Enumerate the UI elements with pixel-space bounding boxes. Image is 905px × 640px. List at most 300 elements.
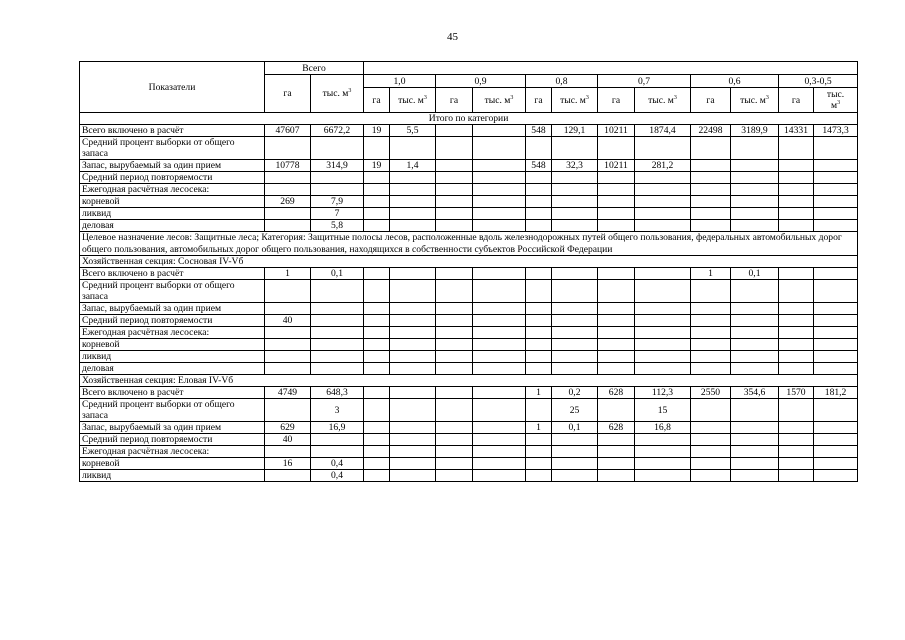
table-cell xyxy=(526,303,552,315)
table-cell xyxy=(473,125,526,137)
row-label: ликвид xyxy=(80,470,265,482)
table-cell xyxy=(265,327,311,339)
table-cell xyxy=(311,434,364,446)
table-cell: 14331 xyxy=(779,125,814,137)
table-cell xyxy=(311,351,364,363)
table-cell xyxy=(364,446,390,458)
table-cell xyxy=(265,184,311,196)
table-cell: 4749 xyxy=(265,387,311,399)
table-cell xyxy=(311,303,364,315)
table-cell xyxy=(526,172,552,184)
header-total: Всего xyxy=(265,62,364,75)
table-cell xyxy=(731,315,779,327)
table-cell xyxy=(779,160,814,172)
header-group-5: 0,6 xyxy=(691,75,779,88)
table-cell: 0,4 xyxy=(311,458,364,470)
table-cell xyxy=(265,363,311,375)
table-cell: 1570 xyxy=(779,387,814,399)
table-cell xyxy=(473,458,526,470)
table-cell xyxy=(731,137,779,160)
table-cell xyxy=(779,208,814,220)
table-cell xyxy=(814,137,858,160)
table-cell xyxy=(552,315,598,327)
table-cell xyxy=(473,208,526,220)
table-row xyxy=(80,422,858,434)
table-cell xyxy=(635,268,691,280)
table-cell: 314,9 xyxy=(311,160,364,172)
table-cell xyxy=(635,208,691,220)
table-cell xyxy=(473,422,526,434)
table-row xyxy=(80,280,858,303)
table-cell xyxy=(635,196,691,208)
table-cell xyxy=(779,196,814,208)
table-cell xyxy=(552,351,598,363)
table-cell xyxy=(436,446,473,458)
table-cell xyxy=(265,220,311,232)
table-row xyxy=(80,196,858,208)
table-cell xyxy=(814,172,858,184)
table-cell xyxy=(731,220,779,232)
table-cell xyxy=(526,268,552,280)
table-cell xyxy=(814,220,858,232)
table-cell xyxy=(814,280,858,303)
table-cell xyxy=(814,470,858,482)
table-cell xyxy=(779,315,814,327)
table-cell xyxy=(691,458,731,470)
table-cell xyxy=(526,137,552,160)
table-cell xyxy=(436,160,473,172)
table-cell xyxy=(635,280,691,303)
header-ha: га xyxy=(691,88,731,113)
table-cell xyxy=(598,399,635,422)
table-cell xyxy=(691,315,731,327)
table-cell xyxy=(473,351,526,363)
table-cell xyxy=(598,303,635,315)
table-cell xyxy=(473,280,526,303)
table-cell xyxy=(473,315,526,327)
table-cell xyxy=(364,458,390,470)
table-cell xyxy=(598,327,635,339)
header-tm: тыс. $м^3$ xyxy=(552,88,598,113)
table-cell xyxy=(552,303,598,315)
table-cell xyxy=(473,137,526,160)
table-cell xyxy=(691,339,731,351)
table-cell: 629 xyxy=(265,422,311,434)
row-label: Ежегодная расчётная лесосека: xyxy=(80,327,265,339)
table-cell: 15 xyxy=(635,399,691,422)
table-cell xyxy=(691,208,731,220)
table-cell xyxy=(436,303,473,315)
table-cell xyxy=(691,303,731,315)
header-total-tm: тыс. $м^3$ xyxy=(311,75,364,113)
table-cell xyxy=(598,446,635,458)
table-cell xyxy=(731,160,779,172)
table-cell xyxy=(436,434,473,446)
table-cell xyxy=(552,184,598,196)
table-cell xyxy=(526,220,552,232)
table-cell xyxy=(635,327,691,339)
table-cell xyxy=(436,470,473,482)
header-tm: тыс. $м^3$ xyxy=(390,88,436,113)
row-label: Средний период повторяемости xyxy=(80,315,265,327)
table-cell xyxy=(779,399,814,422)
table-cell xyxy=(311,315,364,327)
table-cell: 1,4 xyxy=(390,160,436,172)
table-cell xyxy=(390,327,436,339)
table-cell xyxy=(436,280,473,303)
table-row xyxy=(80,458,858,470)
table-cell xyxy=(390,351,436,363)
table-cell xyxy=(436,458,473,470)
table-cell: 269 xyxy=(265,196,311,208)
section-title: Итого по категории xyxy=(80,113,858,125)
table-cell: 40 xyxy=(265,434,311,446)
table-cell xyxy=(779,363,814,375)
table-cell xyxy=(731,434,779,446)
table-cell xyxy=(691,351,731,363)
table-cell xyxy=(731,446,779,458)
table-cell xyxy=(436,327,473,339)
table-cell xyxy=(473,184,526,196)
table-cell: 112,3 xyxy=(635,387,691,399)
table-cell xyxy=(779,470,814,482)
row-label: Средний период повторяемости xyxy=(80,172,265,184)
table-cell xyxy=(552,339,598,351)
table-cell: 10211 xyxy=(598,125,635,137)
table-cell xyxy=(731,470,779,482)
table-cell xyxy=(691,327,731,339)
table-cell xyxy=(390,220,436,232)
table-cell xyxy=(364,303,390,315)
table-cell xyxy=(731,351,779,363)
table-cell: 3189,9 xyxy=(731,125,779,137)
table-cell xyxy=(731,458,779,470)
row-label: Всего включено в расчёт xyxy=(80,387,265,399)
table-row xyxy=(80,339,858,351)
row-label: Запас, вырубаемый за один прием xyxy=(80,422,265,434)
table-cell xyxy=(526,470,552,482)
table-cell xyxy=(526,351,552,363)
section-row xyxy=(80,256,858,268)
table-cell xyxy=(526,339,552,351)
table-cell xyxy=(731,208,779,220)
table-cell xyxy=(814,208,858,220)
table-cell xyxy=(552,434,598,446)
table-cell xyxy=(364,422,390,434)
table-row xyxy=(80,446,858,458)
table-cell xyxy=(265,446,311,458)
header-groups-band xyxy=(364,62,858,75)
table-row xyxy=(80,327,858,339)
table-cell xyxy=(311,339,364,351)
table-cell xyxy=(598,137,635,160)
table-cell: 548 xyxy=(526,160,552,172)
table-cell: 1 xyxy=(526,387,552,399)
table-row xyxy=(80,434,858,446)
table-cell xyxy=(526,280,552,303)
table-cell xyxy=(814,327,858,339)
header-ha: га xyxy=(598,88,635,113)
table-cell xyxy=(598,363,635,375)
header-group-3: 0,8 xyxy=(526,75,598,88)
table-cell: 2550 xyxy=(691,387,731,399)
table-cell xyxy=(436,422,473,434)
table-cell: 0,1 xyxy=(311,268,364,280)
table-cell xyxy=(265,208,311,220)
table-cell xyxy=(473,196,526,208)
table-cell xyxy=(552,268,598,280)
table-cell xyxy=(473,160,526,172)
table-cell xyxy=(526,363,552,375)
table-row xyxy=(80,363,858,375)
row-label: корневой xyxy=(80,339,265,351)
row-label: Средний процент выборки от общего запаса xyxy=(80,280,265,303)
table-cell xyxy=(473,268,526,280)
table-cell xyxy=(473,434,526,446)
header-tm-short: тыс. $м^3$ xyxy=(814,88,858,113)
table-cell xyxy=(779,351,814,363)
table-cell xyxy=(473,387,526,399)
table-cell xyxy=(552,470,598,482)
table-cell xyxy=(635,315,691,327)
section-title: Хозяйственная секция: Еловая IV-Vб xyxy=(80,375,858,387)
table-cell xyxy=(526,327,552,339)
table-cell xyxy=(390,458,436,470)
page-number: 45 xyxy=(447,31,458,43)
table-cell xyxy=(390,208,436,220)
table-cell xyxy=(635,446,691,458)
table-cell xyxy=(814,446,858,458)
table-cell xyxy=(390,387,436,399)
table-cell xyxy=(390,315,436,327)
table-cell xyxy=(390,280,436,303)
table-cell xyxy=(731,399,779,422)
header-tm: тыс. $м^3$ xyxy=(635,88,691,113)
table-cell xyxy=(552,137,598,160)
table-cell: 0,1 xyxy=(552,422,598,434)
table-cell xyxy=(364,137,390,160)
table-cell: 40 xyxy=(265,315,311,327)
table-cell xyxy=(473,363,526,375)
table-cell xyxy=(779,220,814,232)
header-tm: тыс. $м^3$ xyxy=(731,88,779,113)
table-cell: 129,1 xyxy=(552,125,598,137)
table-cell xyxy=(473,220,526,232)
section-row xyxy=(80,375,858,387)
table-cell: 32,3 xyxy=(552,160,598,172)
table-cell: 3 xyxy=(311,399,364,422)
table-cell xyxy=(390,196,436,208)
table-cell xyxy=(635,351,691,363)
table-cell xyxy=(731,339,779,351)
table-cell xyxy=(635,458,691,470)
row-label: Запас, вырубаемый за один прием xyxy=(80,303,265,315)
table-cell xyxy=(552,327,598,339)
table-cell xyxy=(814,160,858,172)
table-cell xyxy=(635,470,691,482)
header-group-4: 0,7 xyxy=(598,75,691,88)
table-cell xyxy=(635,363,691,375)
table-cell xyxy=(526,446,552,458)
row-label: Ежегодная расчётная лесосека: xyxy=(80,184,265,196)
table-cell xyxy=(265,280,311,303)
table-cell xyxy=(598,208,635,220)
table-cell xyxy=(691,363,731,375)
table-cell: 0,1 xyxy=(731,268,779,280)
header-ha: га xyxy=(779,88,814,113)
table-cell xyxy=(526,184,552,196)
table-cell xyxy=(779,280,814,303)
table-cell xyxy=(436,172,473,184)
table-cell xyxy=(436,399,473,422)
table-cell xyxy=(691,137,731,160)
table-cell xyxy=(814,351,858,363)
table-cell xyxy=(526,208,552,220)
table-cell xyxy=(779,327,814,339)
table-cell xyxy=(691,196,731,208)
row-label: Всего включено в расчёт xyxy=(80,125,265,137)
table-cell xyxy=(635,184,691,196)
header-tm: тыс. $м^3$ xyxy=(473,88,526,113)
table-cell xyxy=(390,303,436,315)
table-cell: 5,8 xyxy=(311,220,364,232)
table-cell xyxy=(390,422,436,434)
table-cell xyxy=(526,399,552,422)
table-cell xyxy=(635,303,691,315)
row-label: Средний процент выборки от общего запаса xyxy=(80,399,265,422)
table-cell xyxy=(779,339,814,351)
table-cell xyxy=(814,196,858,208)
table-cell: 1 xyxy=(526,422,552,434)
table-cell: 16 xyxy=(265,458,311,470)
table-row xyxy=(80,315,858,327)
table-cell xyxy=(473,399,526,422)
table-cell xyxy=(436,387,473,399)
table-cell xyxy=(364,434,390,446)
header-ha: га xyxy=(364,88,390,113)
table-cell xyxy=(390,172,436,184)
table-cell: 16,9 xyxy=(311,422,364,434)
row-label: деловая xyxy=(80,220,265,232)
table-row xyxy=(80,470,858,482)
table-cell xyxy=(731,184,779,196)
table-cell xyxy=(814,434,858,446)
table-cell xyxy=(814,268,858,280)
table-cell xyxy=(436,196,473,208)
table-row xyxy=(80,184,858,196)
row-label: Запас, вырубаемый за один прием xyxy=(80,160,265,172)
table-cell xyxy=(731,280,779,303)
table-cell xyxy=(598,184,635,196)
header-total-ha: га xyxy=(265,75,311,113)
table-cell xyxy=(691,280,731,303)
table-cell xyxy=(552,280,598,303)
table-cell: 1874,4 xyxy=(635,125,691,137)
table-cell xyxy=(436,315,473,327)
table-cell xyxy=(731,172,779,184)
table-cell: 648,3 xyxy=(311,387,364,399)
table-cell xyxy=(390,399,436,422)
table-row xyxy=(80,303,858,315)
table-cell xyxy=(691,434,731,446)
table-row xyxy=(80,220,858,232)
table-cell: 22498 xyxy=(691,125,731,137)
table-cell xyxy=(364,470,390,482)
table-cell xyxy=(364,184,390,196)
table-cell xyxy=(814,339,858,351)
table-cell xyxy=(691,399,731,422)
table-cell xyxy=(473,303,526,315)
table-cell xyxy=(265,399,311,422)
table-cell: 16,8 xyxy=(635,422,691,434)
table-cell xyxy=(598,268,635,280)
table-cell: 10211 xyxy=(598,160,635,172)
table-cell xyxy=(390,470,436,482)
table-cell xyxy=(779,137,814,160)
table-cell xyxy=(598,339,635,351)
table-cell xyxy=(779,184,814,196)
table-cell xyxy=(598,196,635,208)
table-cell: 19 xyxy=(364,125,390,137)
table-cell xyxy=(552,446,598,458)
table-cell xyxy=(552,458,598,470)
table-cell xyxy=(390,363,436,375)
table-cell xyxy=(526,315,552,327)
table-cell xyxy=(265,172,311,184)
table-cell xyxy=(311,280,364,303)
table-cell: 1 xyxy=(265,268,311,280)
table-cell xyxy=(473,327,526,339)
table-cell xyxy=(552,208,598,220)
section-row xyxy=(80,113,858,125)
row-label: деловая xyxy=(80,363,265,375)
table-cell xyxy=(598,172,635,184)
table-cell xyxy=(598,434,635,446)
table-cell xyxy=(311,327,364,339)
table-cell xyxy=(691,422,731,434)
row-label: ликвид xyxy=(80,351,265,363)
table-cell xyxy=(635,339,691,351)
table-cell xyxy=(311,446,364,458)
table-cell: 628 xyxy=(598,387,635,399)
table-cell xyxy=(311,184,364,196)
table-cell xyxy=(436,339,473,351)
table-cell xyxy=(814,458,858,470)
table-cell: 7 xyxy=(311,208,364,220)
table-cell: 5,5 xyxy=(390,125,436,137)
row-label: ликвид xyxy=(80,208,265,220)
table-cell xyxy=(814,363,858,375)
section-title: Целевое назначение лесов: Защитные леса; Категория: Защитные полосы лесов, расположенные вдоль железнодорожных путей общего пользования, федеральных автомобильных дорог общего пользования, автомобильных дорог общего пользования, находящихся в собственности субъектов Российской Федерации xyxy=(80,232,858,256)
table-cell xyxy=(731,196,779,208)
table-cell: 628 xyxy=(598,422,635,434)
table-cell: 19 xyxy=(364,160,390,172)
table-body xyxy=(80,113,858,482)
table-row xyxy=(80,268,858,280)
row-label: Всего включено в расчёт xyxy=(80,268,265,280)
table-cell xyxy=(814,422,858,434)
table-row xyxy=(80,172,858,184)
table-row xyxy=(80,137,858,160)
table-cell xyxy=(635,220,691,232)
row-label: Средний период повторяемости xyxy=(80,434,265,446)
table-cell xyxy=(779,446,814,458)
table-cell xyxy=(364,172,390,184)
table-cell xyxy=(473,339,526,351)
table-cell: 7,9 xyxy=(311,196,364,208)
table-cell xyxy=(265,470,311,482)
header-ha: га xyxy=(526,88,552,113)
